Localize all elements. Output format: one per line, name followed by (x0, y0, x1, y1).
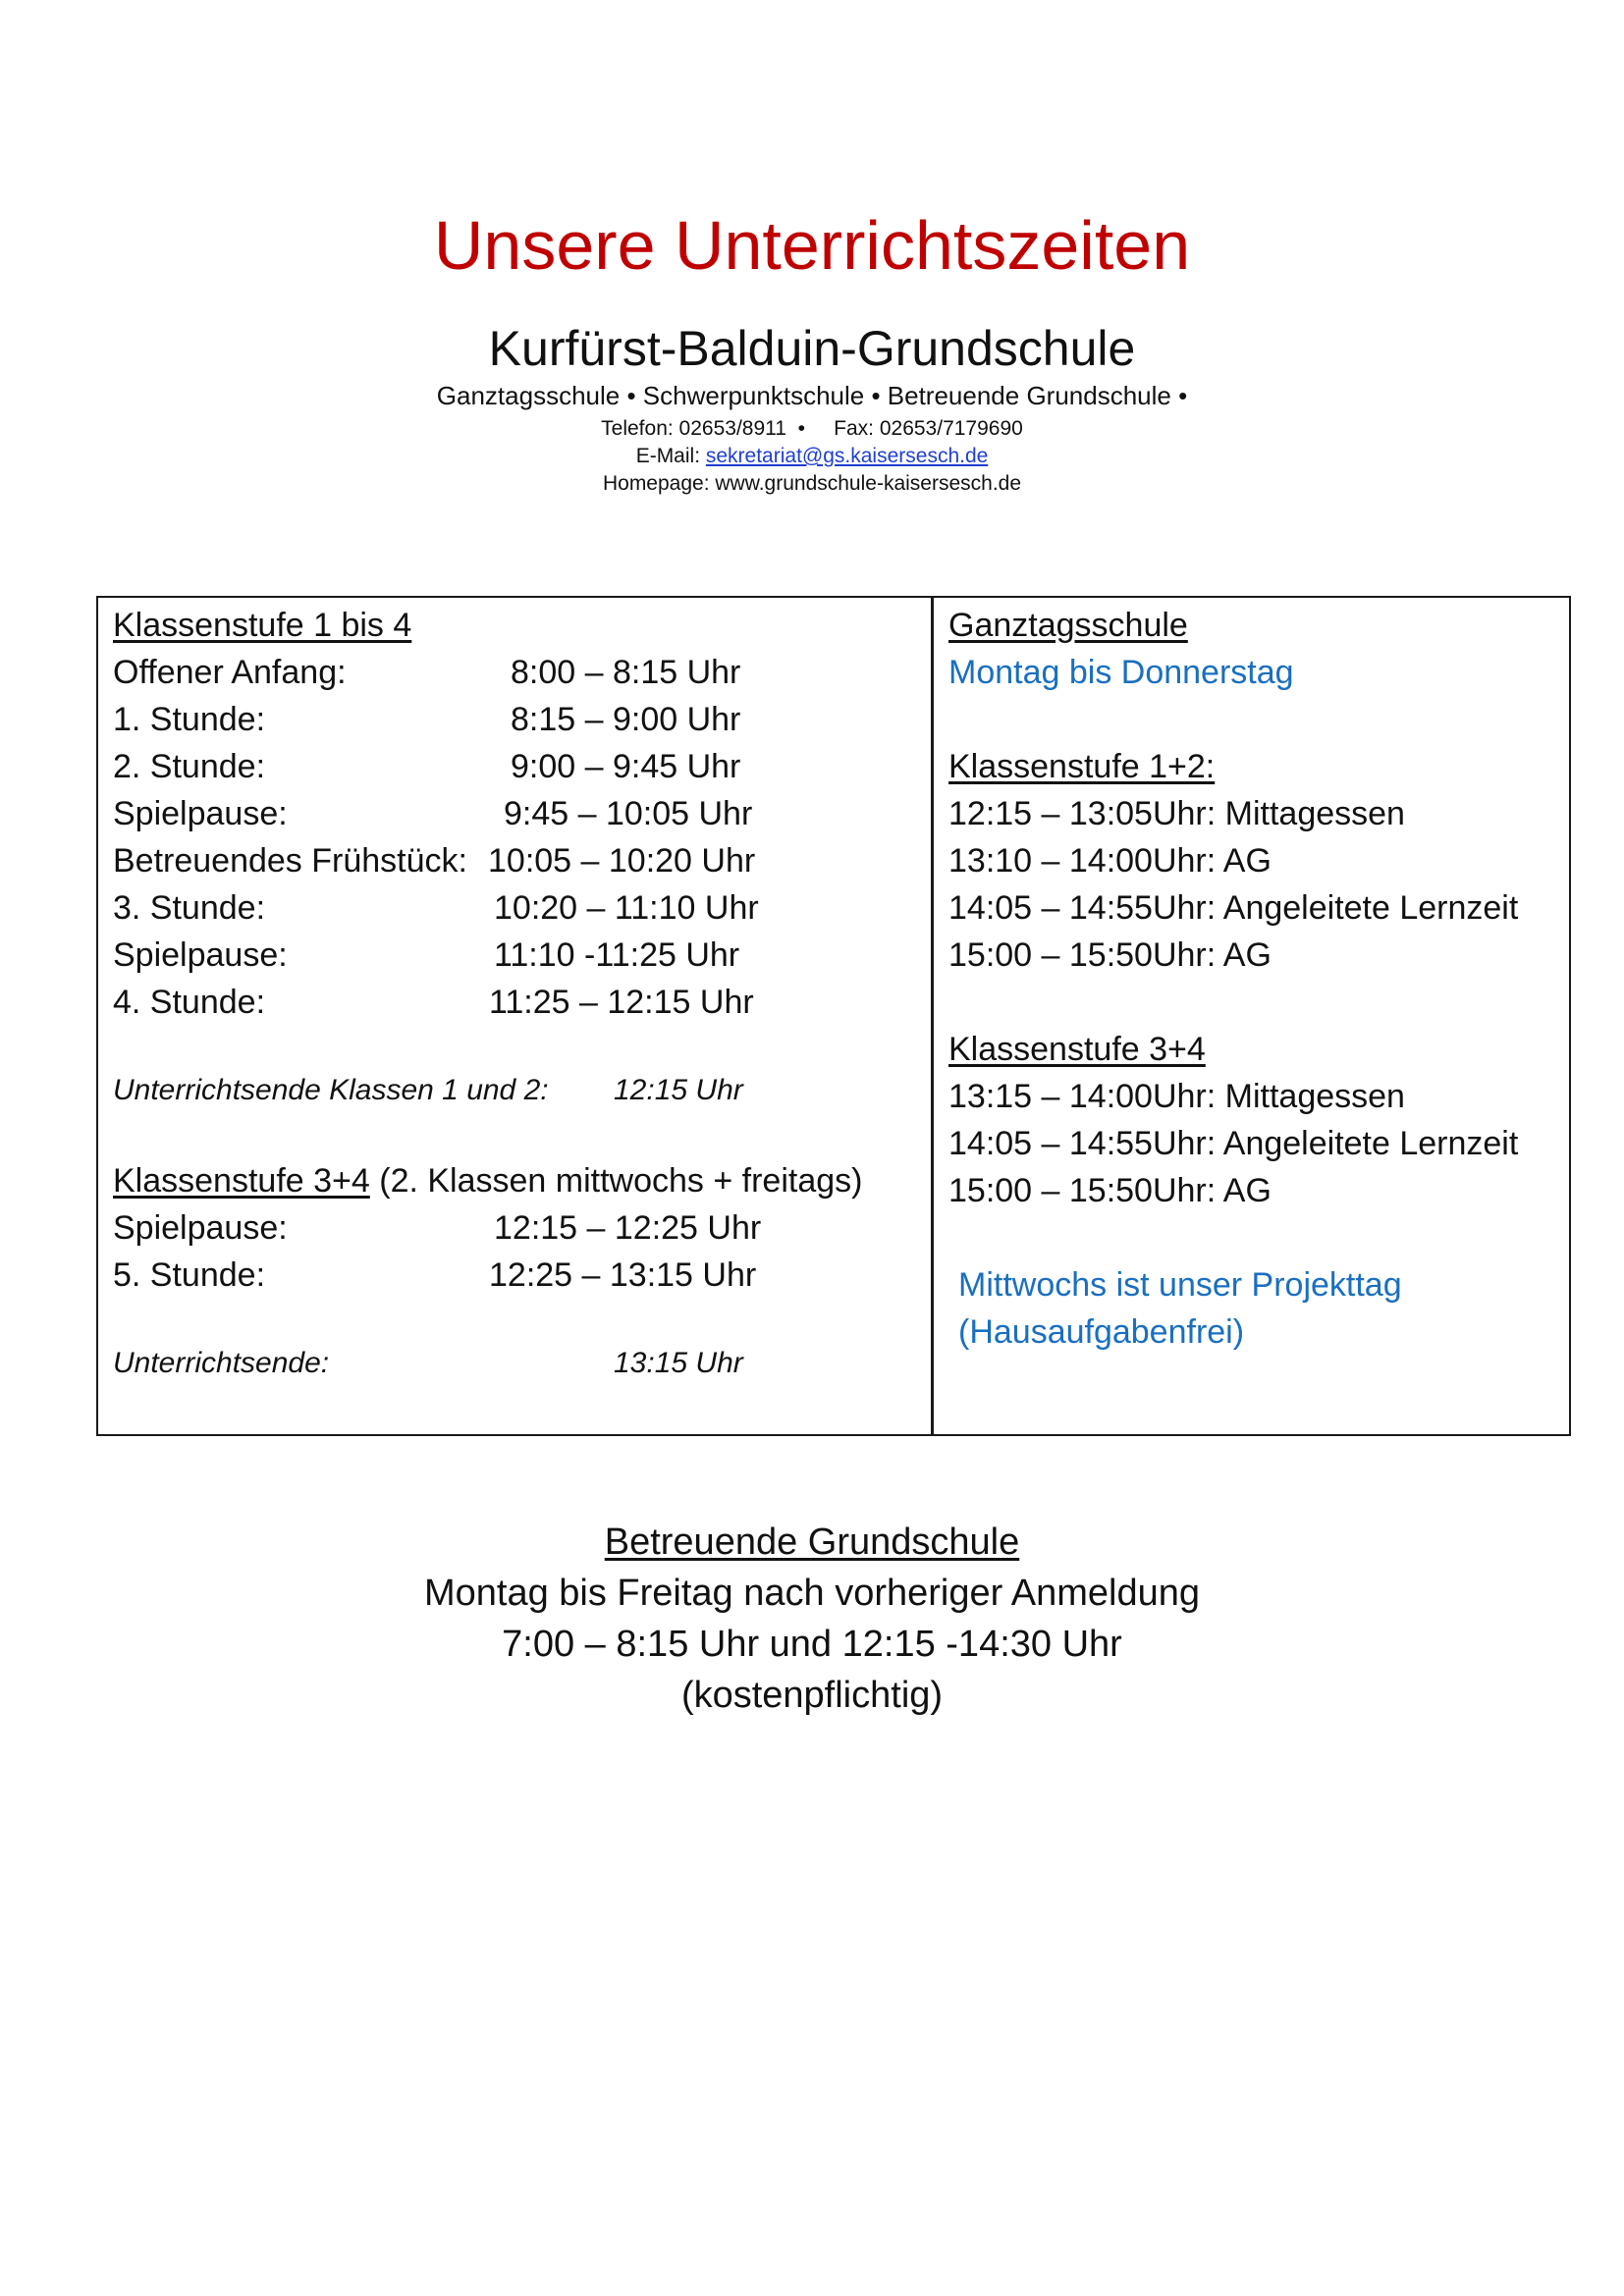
schedule-table (96, 596, 1571, 1436)
project-day-note: Mittwochs ist unser Projekttag (958, 1266, 1402, 1304)
schedule-time: 12:15 – 12:25 Uhr (494, 1209, 762, 1247)
school-types: Ganztagsschule • Schwerpunktschule • Betreuende Grundschule • (436, 381, 1188, 410)
contact-email (0, 443, 1624, 470)
phone-number: Telefon: 02653/8911 (601, 417, 786, 440)
schedule-label: Spielpause: (113, 1209, 288, 1247)
heading-betreuende-grundschule: Betreuende Grundschule (604, 1522, 1020, 1563)
group-1-2-item: 14:05 – 14:55Uhr: Angeleitete Lernzeit (948, 889, 1519, 927)
schedule-time: 11:10 -11:25 Uhr (494, 936, 740, 974)
email-label: E-Mail: (635, 445, 701, 467)
end-label-class-1-2: Unterrichtsende Klassen 1 und 2: (113, 1074, 549, 1106)
schedule-label: 5. Stunde: (113, 1256, 266, 1294)
school-name: Kurfürst-Balduin-Grundschule (488, 321, 1136, 376)
heading-group-3-4: Klassenstufe 3+4 (948, 1031, 1206, 1068)
group-3-4-item: 15:00 – 15:50Uhr: AG (948, 1172, 1272, 1209)
bullet-icon: • (791, 417, 829, 440)
schedule-label: Spielpause: (113, 795, 288, 832)
schedule-time: 12:25 – 13:15 Uhr (489, 1256, 757, 1294)
group-3-4-item: 13:15 – 14:00Uhr: Mittagessen (948, 1078, 1405, 1115)
group-1-2-item: 12:15 – 13:05Uhr: Mittagessen (948, 795, 1405, 832)
schedule-time: 11:25 – 12:15 Uhr (489, 984, 754, 1021)
schedule-time: 9:00 – 9:45 Uhr (511, 748, 741, 785)
end-time-class-1-2: 12:15 Uhr (614, 1074, 743, 1106)
heading-klassenstufe-3-4 (113, 1159, 862, 1202)
schedule-time: 9:45 – 10:05 Uhr (504, 795, 753, 832)
betreuung-times: 7:00 – 8:15 Uhr und 12:15 -14:30 Uhr (502, 1624, 1122, 1665)
contact-phone-fax (0, 415, 1624, 443)
schedule-label: Offener Anfang: (113, 654, 347, 691)
homework-free-note: (Hausaufgabenfrei) (958, 1313, 1245, 1351)
page-title: Unsere Unterrichtszeiten (433, 207, 1191, 284)
end-label: Unterrichtsende: (113, 1347, 330, 1379)
heading-ganztagsschule: Ganztagsschule (948, 607, 1188, 644)
email-link[interactable]: sekretariat@gs.kaisersesch.de (705, 445, 989, 467)
schedule-label: 3. Stunde: (113, 889, 266, 927)
schedule-label: Spielpause: (113, 936, 288, 974)
fax-number: Fax: 02653/7179690 (834, 417, 1023, 440)
heading-klassenstufe-3-4-note: (2. Klassen mittwochs + freitags) (369, 1162, 863, 1200)
schedule-time: 10:05 – 10:20 Uhr (488, 842, 756, 880)
betreuung-cost-note: (kostenpflichtig) (680, 1675, 944, 1716)
schedule-time: 8:15 – 9:00 Uhr (511, 701, 741, 738)
group-1-2-item: 13:10 – 14:00Uhr: AG (948, 842, 1272, 880)
schedule-label: 2. Stunde: (113, 748, 266, 785)
schedule-time: 8:00 – 8:15 Uhr (511, 654, 741, 691)
ganztag-days: Montag bis Donnerstag (948, 654, 1294, 691)
schedule-label: Betreuendes Frühstück: (113, 842, 467, 880)
column-divider (931, 598, 934, 1434)
heading-group-1-2: Klassenstufe 1+2: (948, 748, 1216, 785)
end-time: 13:15 Uhr (614, 1347, 743, 1379)
heading-klassenstufe-1-4: Klassenstufe 1 bis 4 (113, 607, 412, 644)
betreuung-days: Montag bis Freitag nach vorheriger Anmeldung (423, 1573, 1200, 1614)
schedule-label: 1. Stunde: (113, 701, 266, 738)
group-3-4-item: 14:05 – 14:55Uhr: Angeleitete Lernzeit (948, 1125, 1519, 1162)
heading-klassenstufe-3-4-title: Klassenstufe 3+4 (113, 1162, 370, 1200)
schedule-time: 10:20 – 11:10 Uhr (494, 889, 759, 927)
schedule-label: 4. Stunde: (113, 984, 266, 1021)
group-1-2-item: 15:00 – 15:50Uhr: AG (948, 936, 1272, 974)
contact-homepage: Homepage: www.grundschule-kaisersesch.de (602, 472, 1022, 495)
